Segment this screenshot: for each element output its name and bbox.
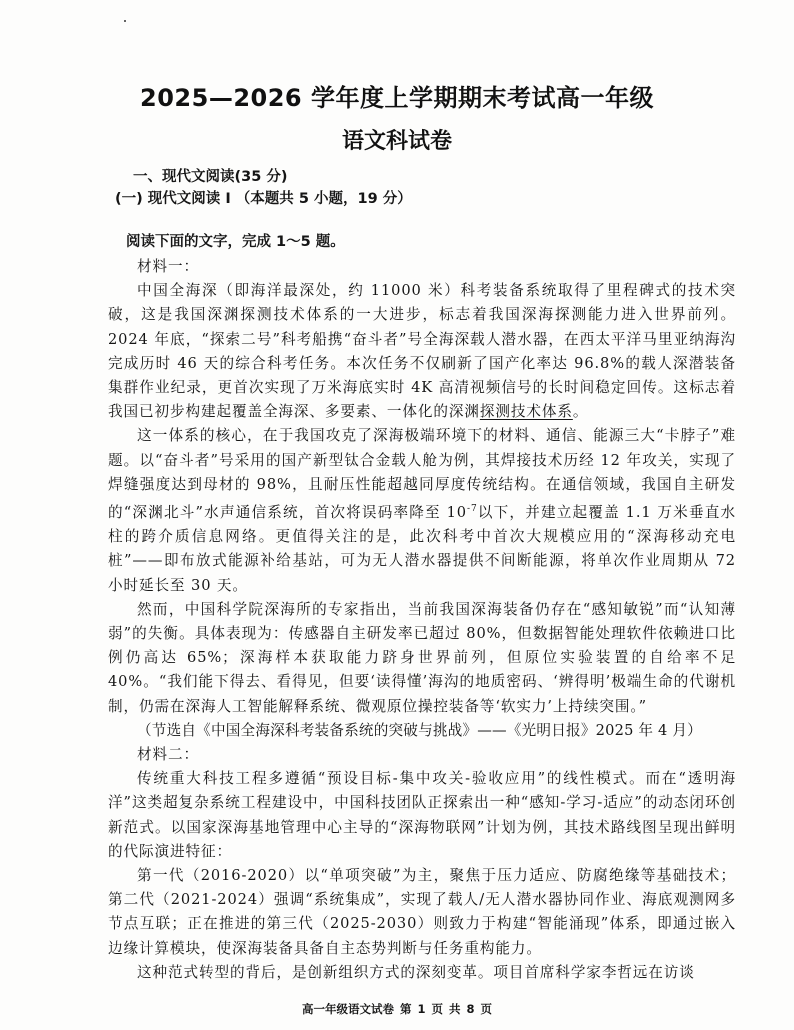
material-two-paragraph-2: 第一代（2016-2020）以“单项突破”为主，聚焦于压力适应、防腐绝缘等基础技术；第二代（2021-2024）强调“系统集成”，实现了载人/无人潜水器协同作业、海底观测网多节点互联；正在推进的第三代（2025-2030）则致力于构建“智能涌现”体系，即通过嵌入边缘计算模块，使深海装备具备自主态势判断与任务重构能力。	[108, 866, 736, 957]
paragraph-text: 中国全海深（即海洋最深处，约 11000 米）科考装备系统取得了里程碑式的技术突破，这是我国深渊探测技术体系的一大进步，标志着我国深海探测能力进入世界前列。2024 年底，“探索二号”科考船携“奋斗者”号全海深载人潜水器，在西太平洋马里亚纳海沟完成历时 46 天的综合科考任务。本次任务不仅刷新了国产化率达 96.8%的载人深潜装备集群作业纪录，更首次实现了万米海底实时 4K 高清视频信号的长时间稳定回传。这标志着我国已初步构建起覆盖全海深、多要素、一体化的深渊	[108, 282, 736, 421]
material-two-paragraph-1: 传统重大科技工程多遵循“预设目标-集中攻关-验收应用”的线性模式。而在“透明海洋”这类超复杂系统工程建设中，中国科技团队正探索出一种“感知-学习-适应”的动态闭环创新范式。以国家深海基地管理中心主导的“深海物联网”计划为例，其技术路线图呈现出鲜明的代际演进特征：	[108, 770, 736, 860]
exam-subject-title: 语文科试卷	[341, 129, 452, 154]
material-one-paragraph-1	[108, 279, 736, 424]
material-one-paragraph-3: 然而，中国科学院深海所的专家指出，当前我国深海装备仍存在“感知敏锐”而“认知薄弱”的失衡。具体表现为：传感器自主研发率已超过 80%，但数据智能处理软件依赖进口比例仍高达 65%；深海样本获取能力跻身世界前列，但原位实验装置的自给率不足 40%。“我们能下得去、看得见，但要‘读得懂’海沟的地质密码、‘辨得明’极端生命的代谢机制，仍需在深海人工智能解释系统、微观原位操控装备等‘软实力’上持续突围。”	[108, 600, 736, 715]
paragraph-text: 以下，并建立起覆盖 1.1 万米垂直水柱的跨介质信息网络。更值得关注的是，此次科考中首次大规模应用的“深海移动充电桩”——即布放式能源补给基站，可为无人潜水器提供不间断能源，将单次作业周期从 72 小时延长至 30 天。	[108, 503, 736, 594]
exponent: -7	[467, 504, 478, 515]
material-two-paragraph-3: 这种范式转型的背后，是创新组织方式的深刻变革。项目首席科学家李哲远在访谈	[137, 963, 695, 981]
subsection-heading-reading-1: (一) 现代文阅读 I （本题共 5 小题，19 分）	[115, 191, 412, 207]
scan-speck	[124, 20, 126, 22]
material-one-source: （节选自《中国全海深科考装备系统的突破与挑战》——《光明日报》2025 年 4 月）	[137, 721, 702, 739]
paragraph-text: 这一体系的核心，在于我国攻克了深海极端环境下的材料、通信、能源三大“卡脖子”难题。以“奋斗者”号采用的国产新型钛合金载人舱为例，其焊接技术历经 12 年攻关，实现了焊缝强度达到母材的 98%，且耐压性能超越同厚度传统结构。在通信领域，我国自主研发的“深渊北斗”水声通信系统，首次将误码率降至 10	[108, 427, 736, 521]
exam-title: 2025—2026 学年度上学期期末考试高一年级	[140, 84, 654, 112]
material-one-paragraph-2	[108, 424, 736, 597]
material-two-label: 材料二：	[137, 745, 199, 763]
paragraph-text: 。	[572, 403, 589, 421]
material-one-label: 材料一：	[137, 258, 199, 275]
page-footer: 高一年级语文试卷 第 1 页 共 8 页	[301, 1002, 493, 1016]
underlined-text: 技术体系	[510, 403, 573, 421]
reading-passage	[108, 255, 736, 985]
reading-instruction: 阅读下面的文字，完成 1～5 题。	[126, 234, 345, 250]
underlined-text: 探测	[479, 403, 511, 421]
section-heading-modern-reading: 一、现代文阅读(35 分)	[133, 169, 288, 185]
